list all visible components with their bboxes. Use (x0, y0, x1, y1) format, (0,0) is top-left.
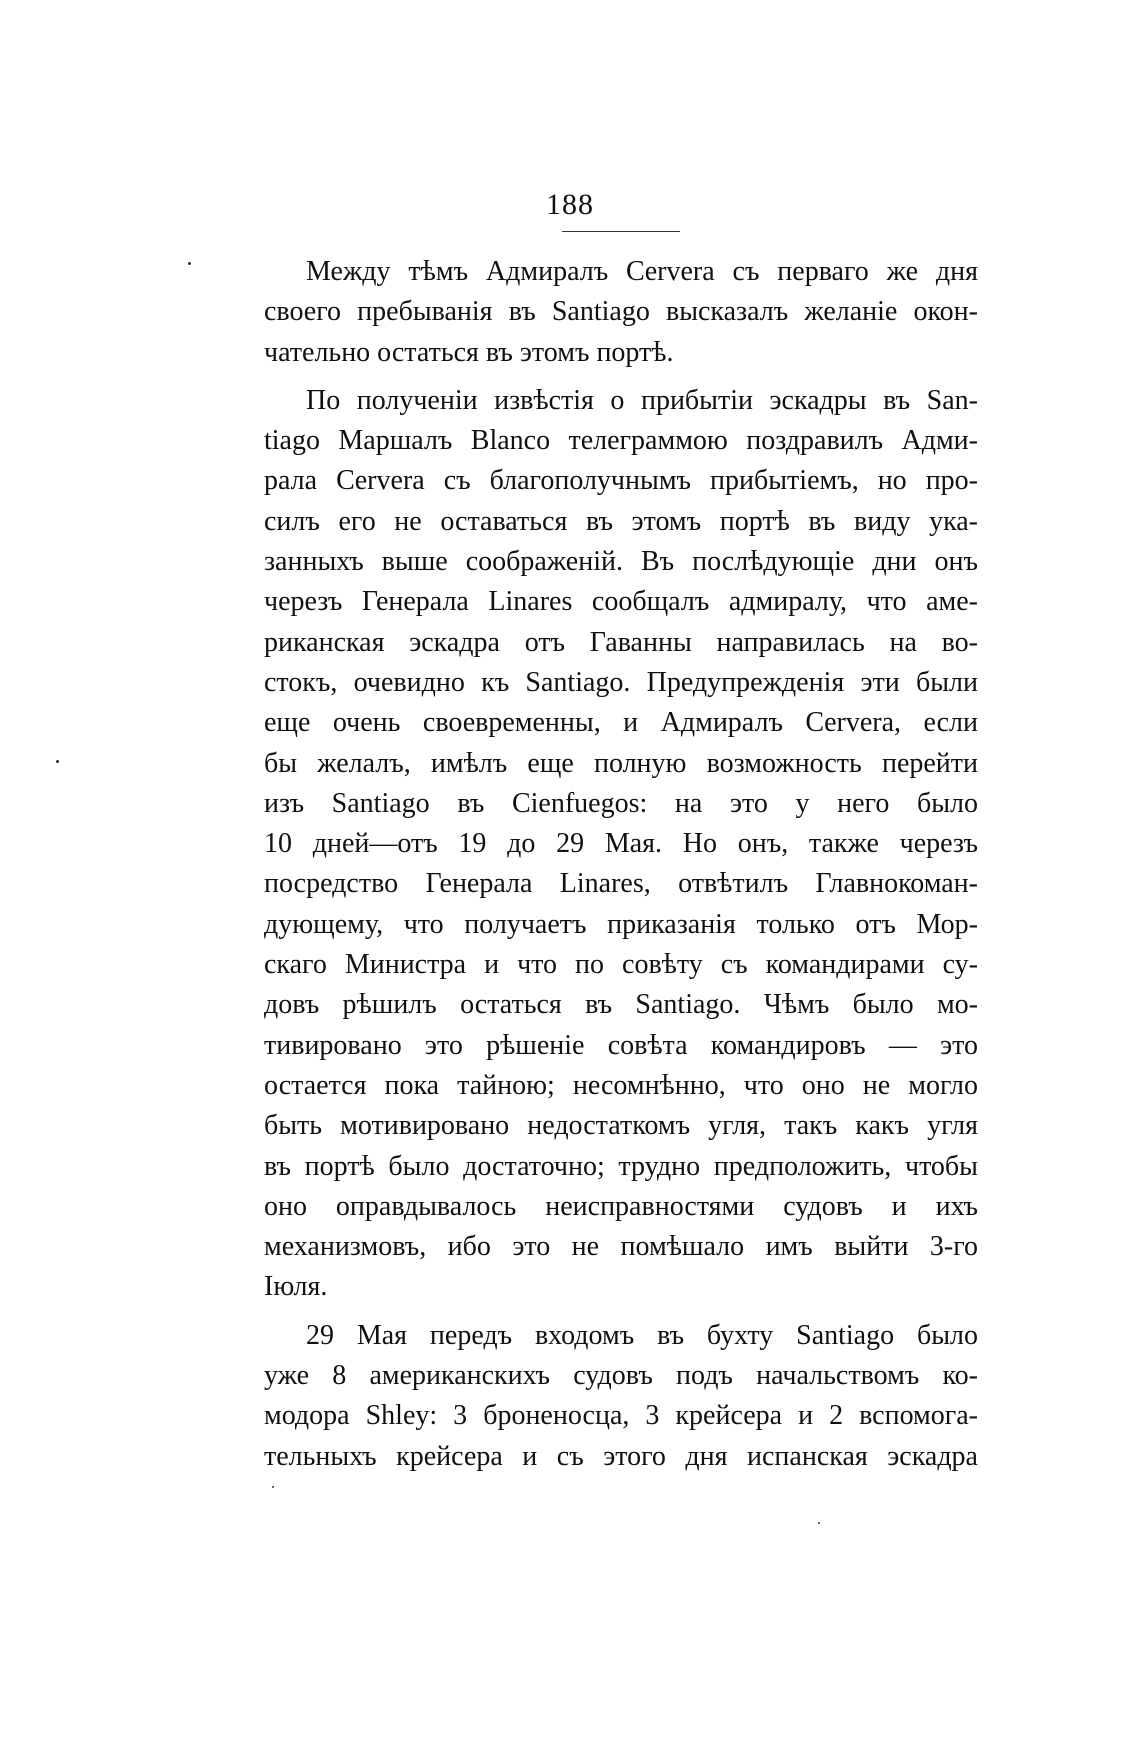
text-line: 10 дней—отъ 19 до 29 Мая. Но онъ, также черезъ (264, 828, 978, 860)
text-line: уже 8 американскихъ судовъ подъ начальствомъ ко- (264, 1360, 978, 1392)
text-line: своего пребыванія въ Santiago высказалъ желаніе окон- (264, 296, 978, 328)
paragraph (264, 1316, 978, 1477)
text-line: черезъ Генерала Linares сообщалъ адмиралу, что аме- (264, 586, 978, 618)
text-line: быть мотивировано недостаткомъ угля, такъ какъ угля (264, 1110, 978, 1142)
text-line: Между тѣмъ Адмиралъ Cervera съ перваго же дня (306, 256, 978, 287)
paragraph-gap (264, 1308, 978, 1316)
text-line: стокъ, очевидно къ Santiago. Предупрежденія эти были (264, 666, 978, 698)
text-line: скаго Министра и что по совѣту съ командирами су- (264, 949, 978, 981)
text-line: тивировано это рѣшеніе совѣта командировъ — это (264, 1029, 978, 1061)
text-line: механизмовъ, ибо это не помѣшало имъ выйти 3-го (264, 1231, 978, 1263)
print-speck (818, 1522, 820, 1524)
text-line: занныхъ выше соображеній. Въ послѣдующіе дни онъ (264, 546, 978, 578)
text-line: остается пока тайною; несомнѣнно, что оно не могло (264, 1069, 978, 1101)
text-line: бы желалъ, имѣлъ еще полную возможность перейти (264, 747, 978, 779)
page-number: 188 (546, 188, 594, 221)
text-line: Іюля. (264, 1271, 328, 1303)
text-line: tiago Маршалъ Blanco телеграммою поздравилъ Адми- (264, 425, 978, 457)
paragraph (264, 252, 978, 373)
text-line: еще очень своевременны, и Адмиралъ Cervera, если (264, 707, 978, 739)
body-text (264, 252, 978, 1477)
text-line: довъ рѣшилъ остаться въ Santiago. Чѣмъ было мо- (264, 989, 978, 1021)
text-line: 29 Мая передъ входомъ въ бухту Santiago было (306, 1319, 978, 1351)
text-line: посредство Генерала Linares, отвѣтилъ Главнокоман- (264, 868, 978, 900)
text-line: рала Cervera съ благополучнымъ прибытіемъ, но про- (264, 465, 978, 497)
text-line: модора Shley: 3 броненосца, 3 крейсера и 2 вспомога- (264, 1400, 978, 1432)
print-speck (272, 1486, 274, 1488)
text-line: По полученіи извѣстія о прибытіи эскадры въ San- (306, 384, 978, 416)
text-line: дующему, что получаетъ приказанія только отъ Мор- (264, 908, 978, 940)
page-number-rule (562, 231, 680, 232)
text-line: въ портѣ было достаточно; трудно предположить, чтобы (264, 1150, 978, 1182)
text-line: риканская эскадра отъ Гаванны направилась на во- (264, 626, 978, 658)
print-speck (188, 262, 191, 265)
text-line: изъ Santiago въ Cienfuegos: на это у него было (264, 787, 978, 819)
print-speck (56, 760, 59, 763)
text-line: чательно остаться въ этомъ портѣ. (264, 336, 674, 368)
paragraph-gap (264, 373, 978, 381)
text-line: оно оправдывалось неисправностями судовъ и ихъ (264, 1190, 978, 1222)
text-line: тельныхъ крейсера и съ этого дня испанская эскадра (264, 1440, 978, 1472)
text-line: силъ его не оставаться въ этомъ портѣ въ виду ука- (264, 505, 978, 537)
paragraph (264, 381, 978, 1308)
